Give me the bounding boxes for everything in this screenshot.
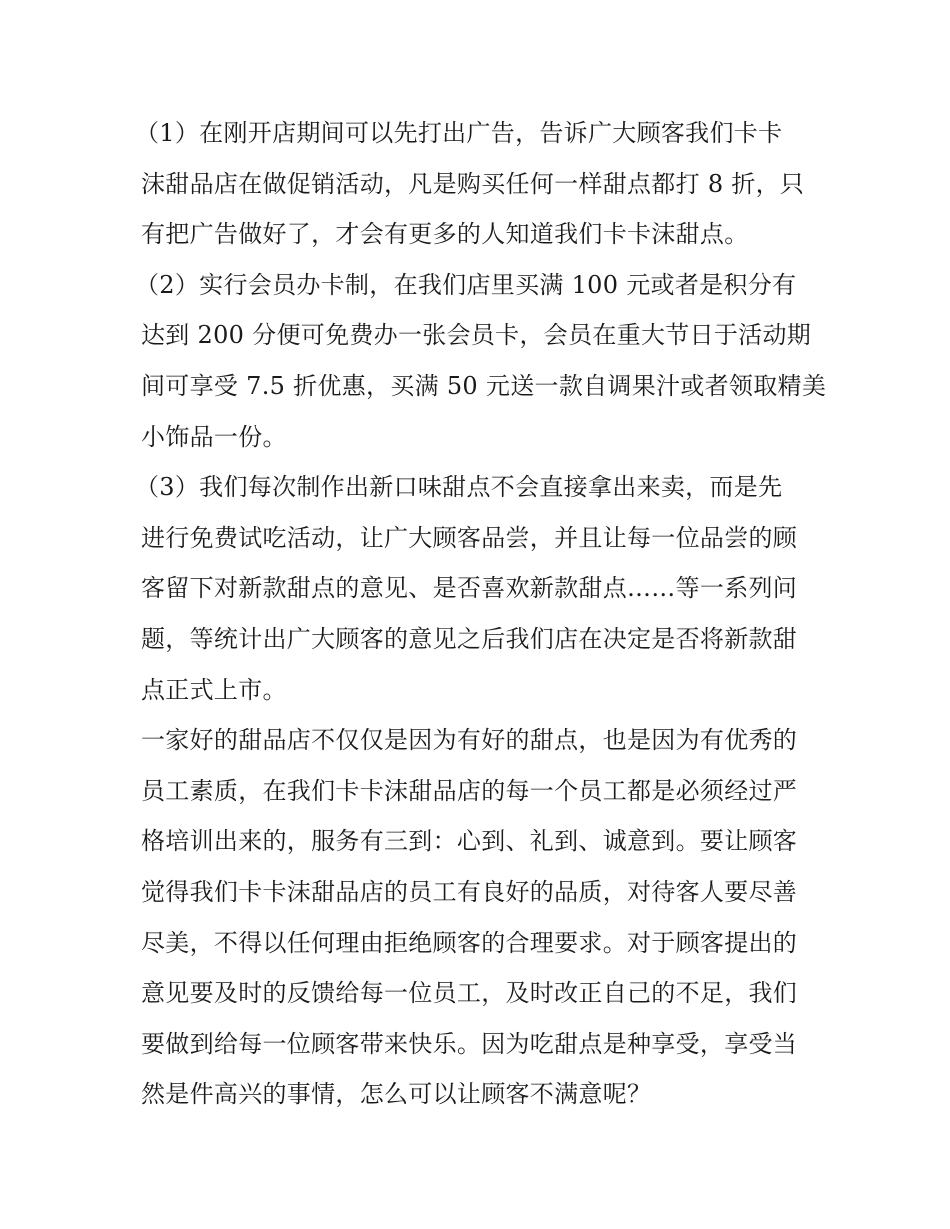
text-line: （1）在刚开店期间可以先打出广告，告诉广大顾客我们卡卡 bbox=[135, 119, 783, 147]
text-line: 意见要及时的反馈给每一位员工，及时改正自己的不足，我们 bbox=[141, 979, 798, 1008]
text-line: 要做到给每一位顾客带来快乐。因为吃甜点是种享受，享受当 bbox=[141, 1029, 798, 1058]
text-line: 沫甜品店在做促销活动，凡是购买任何一样甜点都打 8 折，只 bbox=[141, 169, 805, 198]
text-line: 点正式上市。 bbox=[141, 675, 287, 704]
text-line: 达到 200 分便可免费办一张会员卡，会员在重大节日于活动期 bbox=[141, 321, 812, 350]
document-body bbox=[135, 108, 827, 1120]
text-line: 小饰品一份。 bbox=[141, 422, 287, 451]
text-line: 尽美，不得以任何理由拒绝顾客的合理要求。对于顾客提出的 bbox=[141, 928, 798, 957]
text-line: 然是件高兴的事情，怎么可以让顾客不满意呢？ bbox=[141, 1080, 652, 1109]
text-line: （2）实行会员办卡制，在我们店里买满 100 元或者是积分有 bbox=[135, 270, 797, 299]
text-line: 题，等统计出广大顾客的意见之后我们店在决定是否将新款甜 bbox=[141, 624, 798, 653]
text-line: 觉得我们卡卡沫甜品店的员工有良好的品质，对待客人要尽善 bbox=[141, 877, 798, 906]
text-line: （3）我们每次制作出新口味甜点不会直接拿出来卖，而是先 bbox=[135, 473, 783, 502]
text-line: 有把广告做好了，才会有更多的人知道我们卡卡沫甜点。 bbox=[141, 220, 749, 249]
text-line: 进行免费试吃活动，让广大顾客品尝，并且让每一位品尝的顾 bbox=[141, 523, 798, 552]
text-line: 格培训出来的，服务有三到：心到、礼到、诚意到。要让顾客 bbox=[141, 827, 798, 856]
text-line: 员工素质，在我们卡卡沫甜品店的每一个员工都是必须经过严 bbox=[141, 776, 798, 805]
text-line: 一家好的甜品店不仅仅是因为有好的甜点，也是因为有优秀的 bbox=[141, 726, 798, 755]
text-line: 间可享受 7.5 折优惠，买满 50 元送一款自调果汁或者领取精美 bbox=[141, 371, 827, 400]
text-line: 客留下对新款甜点的意见、是否喜欢新款甜点……等一系列问 bbox=[141, 574, 798, 603]
